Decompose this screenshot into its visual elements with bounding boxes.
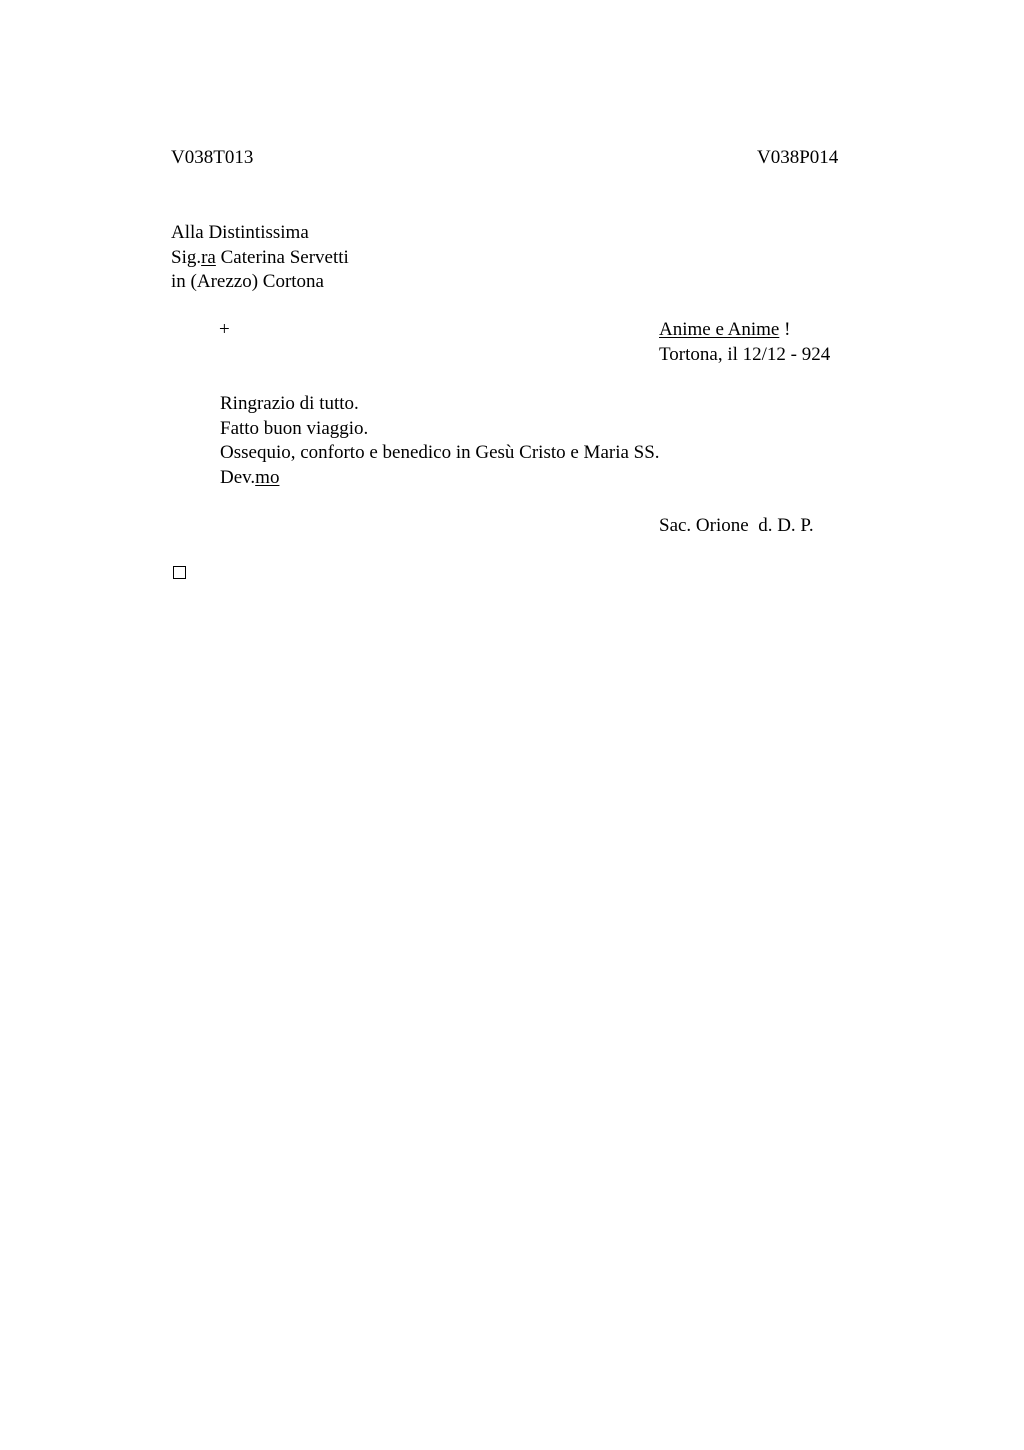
motto-line bbox=[659, 318, 830, 343]
motto-suffix: ! bbox=[779, 319, 791, 340]
address-line-3: in (Arezzo) Cortona bbox=[171, 271, 324, 292]
letter-body bbox=[220, 392, 660, 490]
cross-symbol: + bbox=[219, 319, 230, 340]
address-title: Sig. bbox=[171, 246, 202, 268]
place-date: Tortona, il 12/12 - 924 bbox=[659, 343, 831, 365]
document-code-right: V038P014 bbox=[757, 147, 839, 168]
motto: Anime e Anime bbox=[659, 319, 780, 340]
address-line-2 bbox=[171, 246, 349, 271]
closing-prefix: Dev. bbox=[220, 466, 256, 488]
end-mark-box-icon bbox=[173, 566, 186, 579]
body-line-3: Ossequio, conforto e benedico in Gesù Cristo e Maria SS. bbox=[220, 442, 660, 463]
closing-line bbox=[220, 466, 660, 491]
body-line-2: Fatto buon viaggio. bbox=[220, 417, 369, 439]
address-line-1: Alla Distintissima bbox=[171, 222, 309, 243]
closing-abbrev: mo bbox=[255, 466, 280, 488]
address-title-abbrev: ra bbox=[201, 246, 216, 268]
signature: Sac. Orione d. D. P. bbox=[659, 515, 814, 536]
motto-date-block bbox=[659, 318, 830, 367]
body-line-1: Ringrazio di tutto. bbox=[220, 393, 359, 414]
document-code-left: V038T013 bbox=[171, 147, 254, 168]
address-name: Caterina Servetti bbox=[215, 246, 349, 268]
address-block bbox=[171, 221, 349, 295]
